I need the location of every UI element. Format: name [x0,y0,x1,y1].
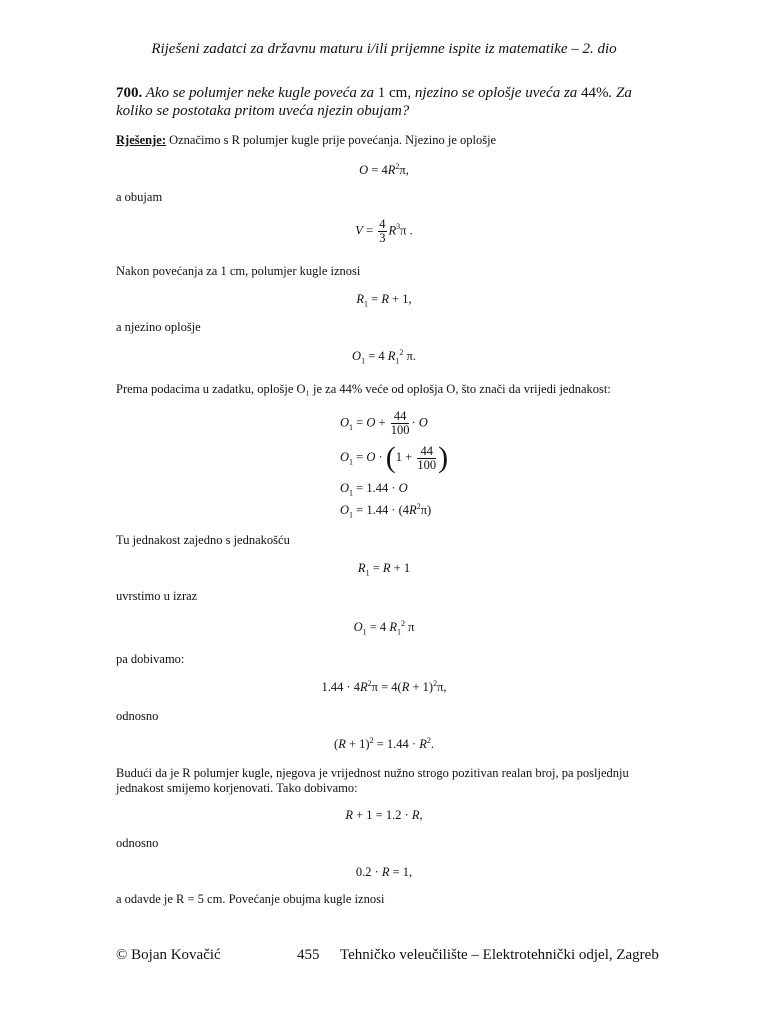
equation-new-surface: $O_1 = 4$ $R_1^2$ π. [352,347,416,366]
paragraph: a njezino oplošje [116,320,201,334]
equation-new-radius: $R_1 = R + 1$, [356,292,412,309]
equation-surface: $O = 4R^2\pi$, [359,161,409,177]
footer-author: © Bojan Kovačić [116,947,221,963]
equation-expression: $O_1 = 4$ $R_1^2$ π [353,618,415,637]
problem-statement: 700. Ako se polumjer neke kugle poveća za 1 cm, njezino se oplošje uveća za 44%. Za koliko se postotaka pritom uveća njezin obujam? [116,85,632,119]
paragraph: a odavde je R = 5 cm. Povećanje obujma kugle iznosi [116,892,385,906]
paragraph: odnosno [116,836,159,850]
equation-substituted: $1.44 \cdot 4R^2\pi = 4(R + 1)^2\pi$, [321,678,447,694]
equation-volume: V = $\frac{4}{3}$ $R^3\pi$ . [355,217,413,245]
paragraph: Nakon povećanja za 1 cm, polumjer kugle iznosi [116,264,361,278]
equation-step-4: $O_1 = 1.44 \cdot (4R^2\pi)$ [340,501,432,520]
paragraph: pa dobivamo: [116,652,185,666]
equation-linear: 0.2 · R = 1, [355,865,413,879]
problem-number: 700. [116,85,143,101]
footer-page-number: 455 [297,947,320,963]
solution-intro: Rješenje: Označimo s R polumjer kugle prije povećanja. Njezino je oplošje [116,133,497,147]
page-header: Riješeni zadatci za državnu maturu i/ili prijemne ispite iz matematike – 2. dio [151,41,617,57]
paragraph: Prema podacima u zadatku, oplošje O₁ je za 44% veće od oplošja O, što znači da vrijedi jednakost: [116,382,611,396]
paragraph: a obujam [116,190,163,204]
equation-radius-relation: $R_1 = R + 1$ [357,561,411,578]
paragraph: odnosno [116,709,159,723]
equation-step-2: $O_1 = O \cdot (1$ + $\frac{44}{100}$ ) [340,441,449,474]
footer-institution: Tehničko veleučilište – Elektrotehnički odjel, Zagreb [340,947,659,963]
equation-step-3: $O_1 = 1.44 \cdot O$ [340,481,408,498]
equation-step-1: $O_1 = O$ + $\frac{44}{100}$ · O [340,409,428,437]
solution-label: Rješenje: [116,133,166,147]
equation-root: R + 1 = 1.2 · R, [345,808,423,822]
paragraph: Tu jednakost zajedno s jednakošću [116,533,290,547]
paragraph: uvrstimo u izraz [116,589,198,603]
equation-squared: $(R + 1)^2 = 1.44 \cdot R^2$. [334,735,434,751]
paragraph: Budući da je R polumjer kugle, njegova je vrijednost nužno strogo pozitivan realan broj, pa posljednju jednakost smijemo korjenovati. Tako dobivamo: [116,766,629,795]
